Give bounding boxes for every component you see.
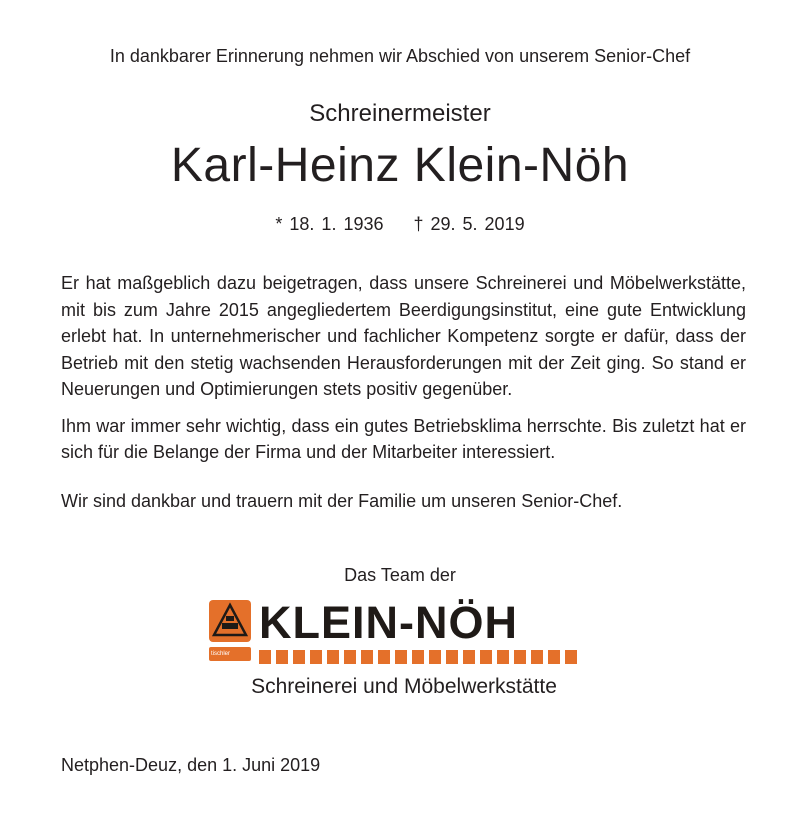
hammer-anvil-icon [209, 600, 251, 642]
birth-date: * 18. 1. 1936 [275, 214, 384, 234]
place-date: Netphen-Deuz, den 1. Juni 2019 [61, 755, 321, 775]
logo-tag: tischler [209, 647, 251, 661]
company-logo [209, 598, 599, 708]
paragraph-1: Er hat maßgeblich dazu beigetragen, dass unsere Schreinerei und Möbelwerkstätte, mit bis zum Jahre 2015 angegliedertem Beerdigungsinstitut, eine gute Entwicklung erlebt hat. In unternehmerischer und fachlicher Kompetenz sorgte er dafür, dass der Betrieb mit den stetig wachsenden Herausforderungen mit der Zeit ging. So stand er Neuerungen und Optimierungen stets positiv gegenüber. [61, 273, 746, 399]
paragraph-2: Ihm war immer sehr wichtig, dass ein gutes Betriebsklima herrschte. Bis zuletzt hat er sich für die Belange der Firma und der Mitarbeiter interessiert. [61, 415, 746, 462]
team-line: Das Team der [344, 565, 456, 585]
paragraph-3: Wir sind dankbar und trauern mit der Familie um unseren Senior-Chef. [61, 490, 623, 511]
deceased-title: Schreinermeister [309, 100, 491, 127]
logo-stripes [259, 650, 577, 664]
death-date: † 29. 5. 2019 [413, 214, 525, 234]
intro-line: In dankbarer Erinnerung nehmen wir Abschied von unserem Senior-Chef [109, 46, 691, 66]
logo-subtitle: Schreinerei und Möbelwerkstätte [251, 675, 557, 698]
notice-body [61, 270, 746, 524]
deceased-name: Karl-Heinz Klein-Nöh [170, 139, 630, 192]
logo-wordmark: KLEIN-NÖH [259, 597, 518, 648]
life-dates [0, 214, 800, 235]
